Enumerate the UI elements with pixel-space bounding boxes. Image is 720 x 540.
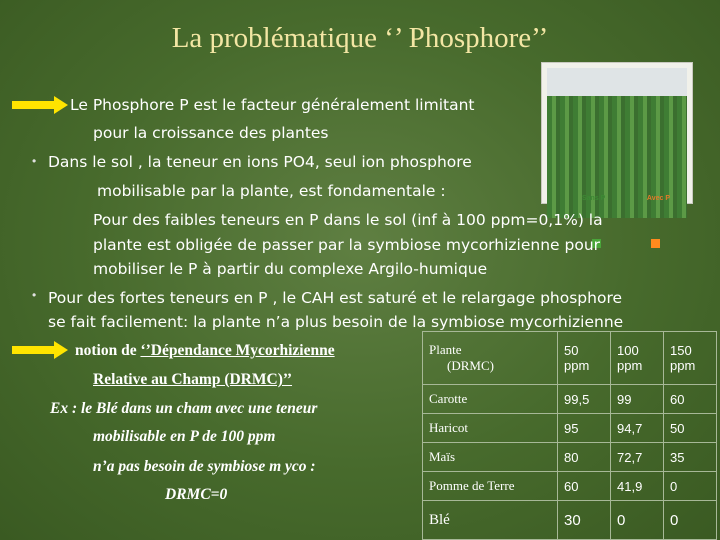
drmc-link[interactable]: ‘’Dépendance Mycorhizienne [140,342,335,359]
table-header-col [664,332,717,385]
example-line-2: mobilisable en P de 100 ppm [93,428,276,445]
body-line-3: Dans le sol , la teneur en ions PO4, seul ion phosphore [48,153,472,171]
header-plant-label: Plante [429,342,462,357]
table-header-col [558,332,611,385]
table-cell: 0 [611,501,664,540]
table-cell-plant: Carotte [423,385,558,414]
avec-p-marker [651,239,660,248]
notion-prefix: notion de [75,342,137,359]
notion-text [75,342,335,360]
body-line-4: mobilisable par la plante, est fondamentale : [97,182,446,200]
arrow-right-icon [12,341,68,359]
body-line-6: plante est obligée de passer par la symbiose mycorhizienne pour [93,236,601,254]
caption-avec-p: Avec P [646,195,670,202]
table-row [423,385,717,414]
table-cell: 99,5 [558,385,611,414]
table-row [423,501,717,540]
field-photo [541,62,693,204]
table-cell: 99 [611,385,664,414]
col-unit: ppm [670,358,696,373]
table-cell-plant: Haricot [423,414,558,443]
body-line-9: se fait facilement: la plante n’a plus besoin de la symbiose mycorhizienne [48,313,624,331]
col-unit: ppm [564,358,590,373]
table-cell: 41,9 [611,472,664,501]
body-line-1: Le Phosphore P est le facteur généralement limitant [70,96,475,114]
body-line-2: pour la croissance des plantes [93,124,329,142]
col-value: 100 [617,343,639,358]
header-drmc-label: (DRMC) [447,358,494,373]
photo-sky [547,68,687,96]
example-line-4: DRMC=0 [165,486,228,503]
slide-title: La problématique ‘’ Phosphore’’ [171,22,549,54]
col-value: 150 [670,343,692,358]
col-unit: ppm [617,358,643,373]
table-cell-plant: Blé [423,501,558,540]
example-line-1: Ex : le Blé dans un cham avec une teneur [50,400,318,417]
table-cell: 60 [558,472,611,501]
table-cell: 35 [664,443,717,472]
bullet-icon: • [32,288,37,302]
body-line-8: Pour des fortes teneurs en P , le CAH est saturé et le relargage phosphore [48,289,623,307]
table-cell: 30 [558,501,611,540]
table-header-row [423,332,717,385]
table-header-col [611,332,664,385]
table-cell-plant: Pomme de Terre [423,472,558,501]
drmc-link-continued[interactable]: Relative au Champ (DRMC)’’ [93,371,293,388]
table-cell: 94,7 [611,414,664,443]
table-row [423,443,717,472]
bullet-icon: • [32,154,37,168]
arrow-right-icon [12,96,68,114]
table-cell: 0 [664,472,717,501]
table-header-plant [423,332,558,385]
table-cell: 80 [558,443,611,472]
table-cell: 60 [664,385,717,414]
table-row [423,472,717,501]
caption-sans-p: Sans P [582,195,606,202]
example-line-3: n’a pas besoin de symbiose m yco : [93,458,316,475]
table-cell-plant: Maïs [423,443,558,472]
col-value: 50 [564,343,579,358]
body-line-5: Pour des faibles teneurs en P dans le sol (inf à 100 ppm=0,1%) la [93,211,603,229]
table-row [423,414,717,443]
table-cell: 72,7 [611,443,664,472]
body-line-7: mobiliser le P à partir du complexe Argilo-humique [93,260,488,278]
table-cell: 95 [558,414,611,443]
table-cell: 50 [664,414,717,443]
table-cell: 0 [664,501,717,540]
drmc-table [422,331,717,540]
